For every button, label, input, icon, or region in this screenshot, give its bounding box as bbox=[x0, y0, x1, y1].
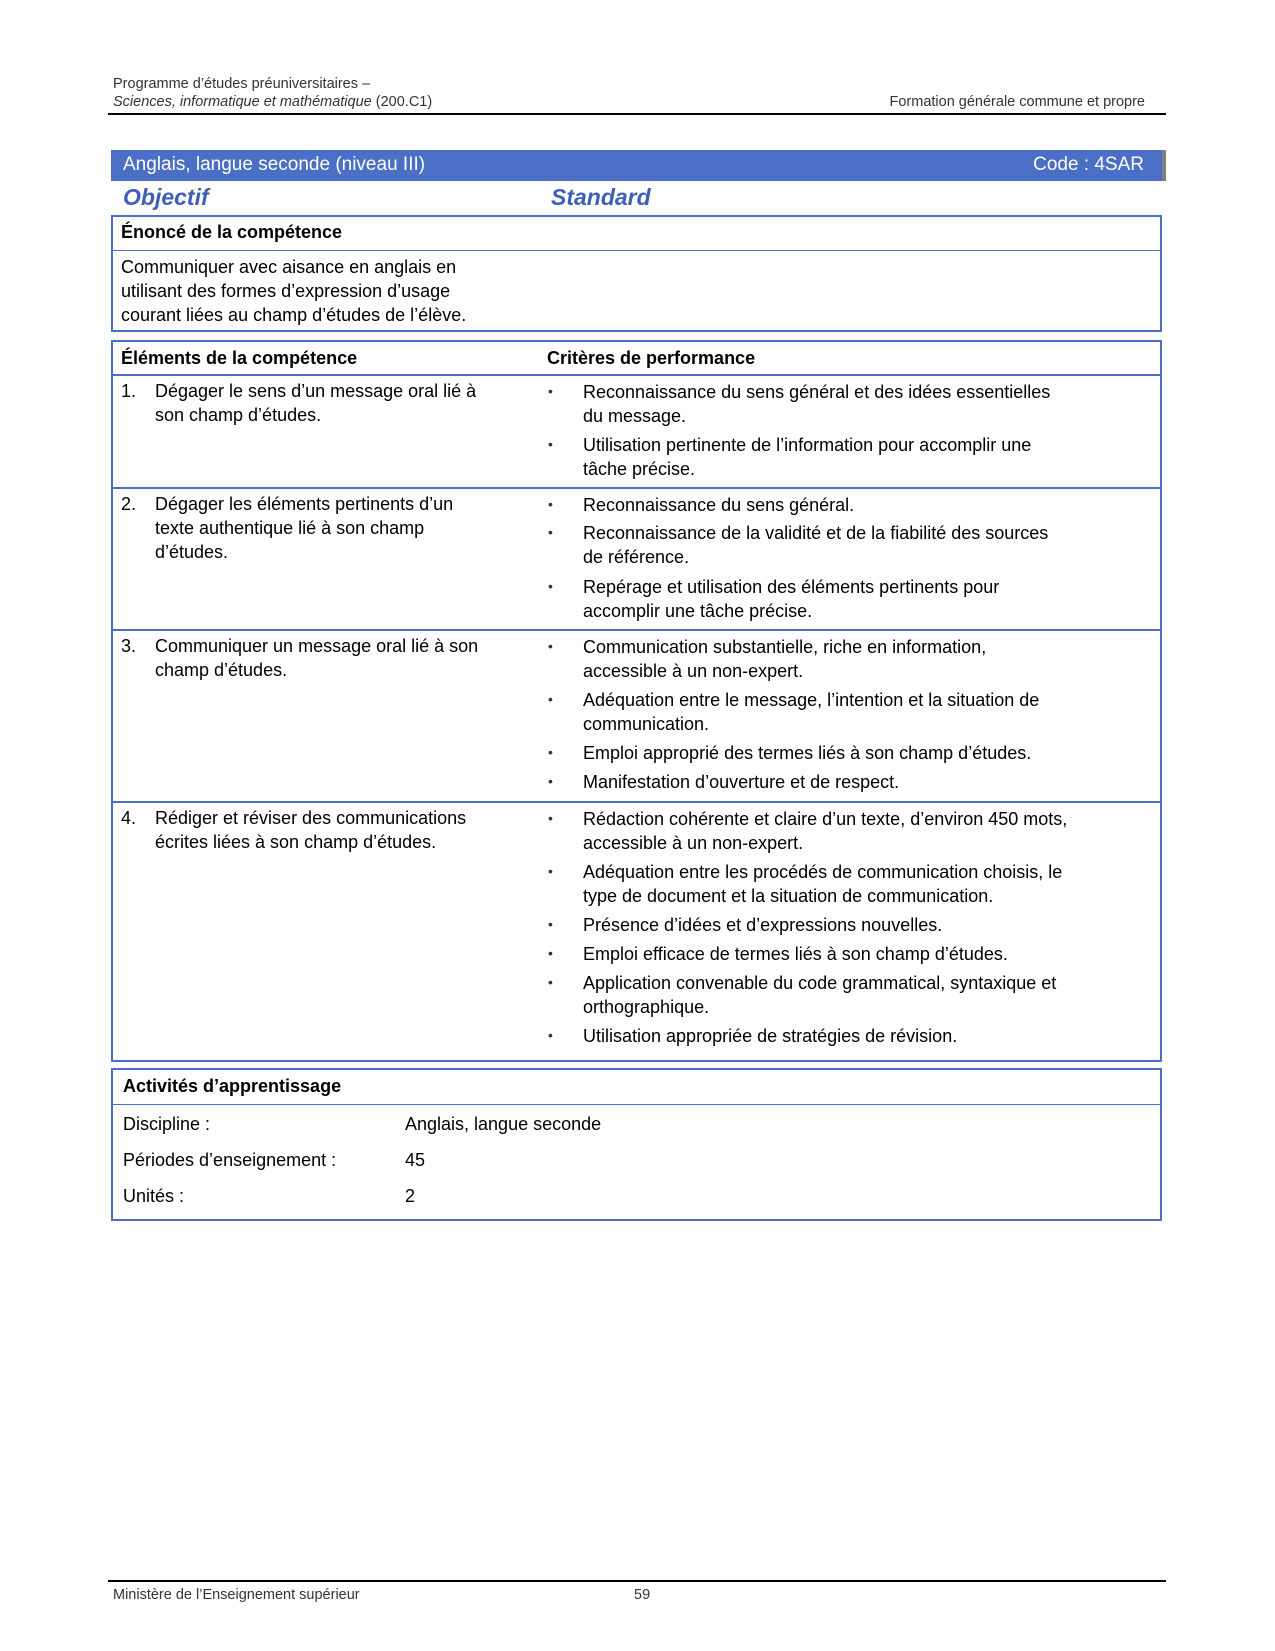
criterion-text bbox=[583, 971, 1056, 1019]
criterion-bullet: • bbox=[548, 916, 553, 932]
competence-line: Communiquer avec aisance en anglais en bbox=[121, 257, 457, 277]
element-line: d’études. bbox=[155, 542, 229, 562]
criterion-line: tâche précise. bbox=[583, 459, 696, 479]
criterion-bullet: • bbox=[548, 810, 553, 826]
criterion-line: Adéquation entre le message, l’intention et la situation de bbox=[583, 690, 1040, 710]
criterion-line: Communication substantielle, riche en information, bbox=[583, 637, 987, 657]
criterion-bullet: • bbox=[548, 863, 553, 879]
criterion-line: Présence d’idées et d’expressions nouvelles. bbox=[583, 915, 943, 935]
learning-activities-box bbox=[111, 1068, 1162, 1221]
criterion-text bbox=[583, 942, 1008, 966]
element-text bbox=[155, 634, 478, 682]
criterion-bullet: • bbox=[548, 524, 553, 540]
col-elements-heading: Éléments de la compétence bbox=[121, 348, 358, 368]
element-number: 3. bbox=[121, 636, 137, 656]
criterion-line: Reconnaissance du sens général et des idées essentielles bbox=[583, 382, 1051, 402]
row-separator bbox=[113, 487, 1160, 489]
header-program-code: (200.C1) bbox=[371, 94, 433, 110]
criterion-line: Emploi efficace de termes liés à son champ d’études. bbox=[583, 944, 1008, 964]
element-line: écrites liées à son champ d’études. bbox=[155, 832, 437, 852]
competence-line: courant liées au champ d’études de l’élève. bbox=[121, 305, 467, 325]
criterion-bullet: • bbox=[548, 496, 553, 512]
footer-ministry: Ministère de l’Enseignement supérieur bbox=[113, 1587, 360, 1603]
criterion-text bbox=[583, 635, 986, 683]
criterion-line: du message. bbox=[583, 406, 687, 426]
criterion-bullet: • bbox=[548, 744, 553, 760]
element-text bbox=[155, 492, 453, 564]
criterion-line: Utilisation pertinente de l’information pour accomplir une bbox=[583, 435, 1032, 455]
periods-value: 45 bbox=[405, 1150, 426, 1170]
criterion-line: Repérage et utilisation des éléments pertinents pour bbox=[583, 577, 1000, 597]
criterion-line: accomplir une tâche précise. bbox=[583, 601, 813, 621]
discipline-label: Discipline : bbox=[123, 1114, 211, 1134]
competence-heading: Énoncé de la compétence bbox=[121, 222, 343, 242]
criterion-bullet: • bbox=[548, 638, 553, 654]
element-line: texte authentique lié à son champ bbox=[155, 518, 425, 538]
element-line: champ d’études. bbox=[155, 660, 288, 680]
element-line: Dégager le sens d’un message oral lié à bbox=[155, 381, 477, 401]
competence-statement-header bbox=[113, 217, 1160, 251]
periods-label: Périodes d’enseignement : bbox=[123, 1150, 337, 1170]
objectif-heading: Objectif bbox=[123, 184, 209, 210]
table-header-rule bbox=[113, 374, 1160, 376]
criterion-text bbox=[583, 1024, 957, 1048]
units-value: 2 bbox=[405, 1186, 416, 1206]
criterion-bullet: • bbox=[548, 436, 553, 452]
criterion-line: Reconnaissance de la validité et de la fiabilité des sources bbox=[583, 523, 1049, 543]
criterion-line: orthographique. bbox=[583, 997, 710, 1017]
criterion-text bbox=[583, 913, 942, 937]
learning-activities-header bbox=[113, 1070, 1160, 1105]
standard-heading: Standard bbox=[551, 184, 651, 210]
criterion-text bbox=[583, 380, 1050, 428]
element-text bbox=[155, 379, 476, 427]
competence-text bbox=[121, 255, 466, 327]
criterion-line: Reconnaissance du sens général. bbox=[583, 495, 855, 515]
element-line: Dégager les éléments pertinents d’un bbox=[155, 494, 454, 514]
criterion-bullet: • bbox=[548, 773, 553, 789]
course-code: Code : 4SAR bbox=[1033, 154, 1144, 175]
criterion-text bbox=[583, 493, 854, 517]
criterion-line: Adéquation entre les procédés de communication choisis, le bbox=[583, 862, 1063, 882]
criterion-line: Emploi approprié des termes liés à son champ d’études. bbox=[583, 743, 1032, 763]
criterion-bullet: • bbox=[548, 974, 553, 990]
page-number: 59 bbox=[634, 1587, 651, 1603]
header-program: Programme d’études préuniversitaires – bbox=[113, 76, 371, 92]
criterion-line: Rédaction cohérente et claire d’un texte, d’environ 450 mots, bbox=[583, 809, 1068, 829]
elements-criteria-table bbox=[111, 340, 1162, 1062]
header-program-title: Sciences, informatique et mathématique bbox=[113, 94, 372, 110]
course-title-bar bbox=[111, 150, 1162, 181]
criterion-text bbox=[583, 860, 1062, 908]
criterion-bullet: • bbox=[548, 691, 553, 707]
element-line: Rédiger et réviser des communications bbox=[155, 808, 467, 828]
header-formation: Formation générale commune et propre bbox=[889, 94, 1145, 110]
element-text bbox=[155, 806, 466, 854]
criterion-line: Application convenable du code grammatical, syntaxique et bbox=[583, 973, 1057, 993]
criterion-line: type de document et la situation de communication. bbox=[583, 886, 994, 906]
criterion-text bbox=[583, 807, 1067, 855]
criterion-text bbox=[583, 770, 899, 794]
row-separator bbox=[113, 801, 1160, 803]
criterion-bullet: • bbox=[548, 945, 553, 961]
criterion-line: de référence. bbox=[583, 547, 690, 567]
title-bar-shadow bbox=[1162, 150, 1166, 181]
header-rule bbox=[108, 113, 1166, 115]
competence-statement-box bbox=[111, 215, 1162, 332]
criterion-line: Utilisation appropriée de stratégies de révision. bbox=[583, 1026, 958, 1046]
criterion-text bbox=[583, 521, 1048, 569]
criterion-text bbox=[583, 433, 1031, 481]
discipline-value: Anglais, langue seconde bbox=[405, 1114, 602, 1134]
criterion-bullet: • bbox=[548, 1027, 553, 1043]
criterion-text bbox=[583, 688, 1039, 736]
element-number: 2. bbox=[121, 494, 137, 514]
course-title: Anglais, langue seconde (niveau III) bbox=[123, 154, 426, 175]
criterion-line: accessible à un non-expert. bbox=[583, 833, 804, 853]
header-program-name bbox=[113, 94, 432, 110]
element-line: son champ d’études. bbox=[155, 405, 322, 425]
criterion-text bbox=[583, 575, 999, 623]
criterion-bullet: • bbox=[548, 578, 553, 594]
row-separator bbox=[113, 629, 1160, 631]
criterion-line: Manifestation d’ouverture et de respect. bbox=[583, 772, 900, 792]
criterion-text bbox=[583, 741, 1031, 765]
competence-line: utilisant des formes d’expression d’usage bbox=[121, 281, 451, 301]
element-number: 1. bbox=[121, 381, 137, 401]
learning-activities-heading: Activités d’apprentissage bbox=[123, 1076, 342, 1096]
col-criteres-heading: Critères de performance bbox=[547, 348, 756, 368]
units-label: Unités : bbox=[123, 1186, 185, 1206]
criterion-bullet: • bbox=[548, 383, 553, 399]
element-number: 4. bbox=[121, 808, 137, 828]
criterion-line: accessible à un non-expert. bbox=[583, 661, 804, 681]
criterion-line: communication. bbox=[583, 714, 710, 734]
footer-rule bbox=[108, 1580, 1166, 1582]
element-line: Communiquer un message oral lié à son bbox=[155, 636, 479, 656]
